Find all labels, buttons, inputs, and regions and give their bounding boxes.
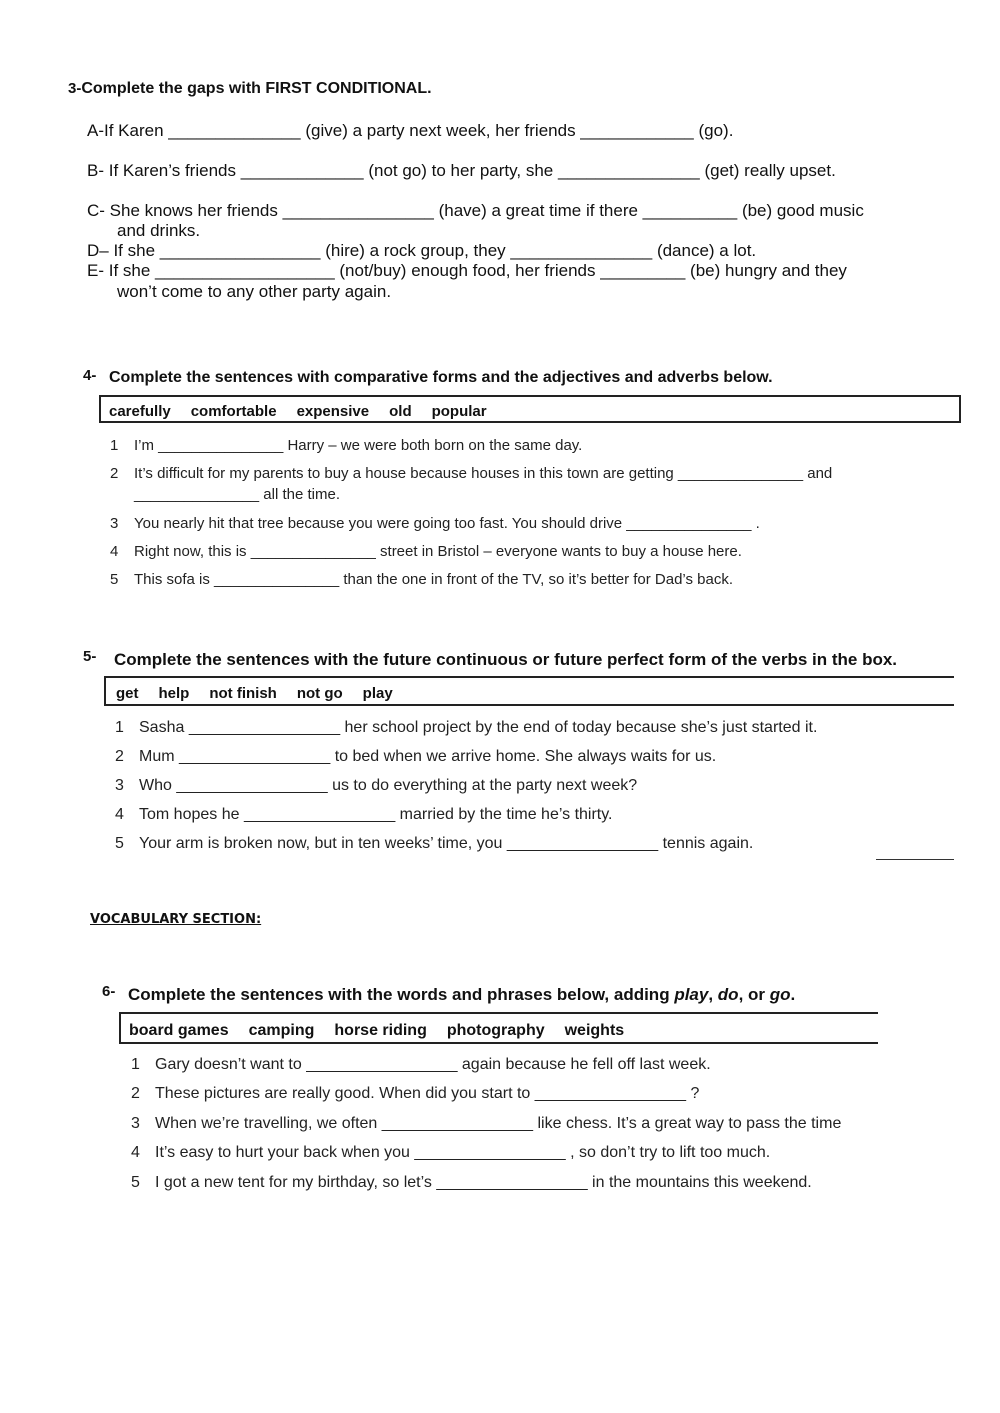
word: expensive bbox=[296, 403, 370, 420]
word-box-4 bbox=[99, 395, 961, 423]
section-number: 5- bbox=[83, 648, 97, 665]
word: weights bbox=[564, 1022, 625, 1039]
s4-item-4: 4 Right now, this is _______________ street in Bristol – everyone wants to buy a house here. bbox=[110, 543, 742, 560]
s3-line-b: B- If Karen’s friends _____________ (not go) to her party, she _______________ (get) really upset. bbox=[87, 161, 836, 180]
word: horse riding bbox=[334, 1022, 427, 1039]
word: not go bbox=[296, 685, 343, 702]
word: carefully bbox=[109, 403, 171, 420]
word: old bbox=[389, 403, 412, 420]
section-title: Complete the sentences with the future continuous or future perfect form of the verbs in the box. bbox=[114, 650, 898, 669]
vocabulary-heading: VOCABULARY SECTION: bbox=[90, 912, 262, 927]
section-title: Complete the sentences with comparative forms and the adjectives and adverbs below. bbox=[109, 369, 773, 386]
section-number: 3- bbox=[68, 80, 82, 97]
s6-item-4: 4 It’s easy to hurt your back when you _________________ , so don’t try to lift too much. bbox=[131, 1144, 771, 1161]
section-title: Complete the sentences with the words and phrases below, adding play, do, or go. bbox=[128, 985, 796, 1004]
s3-line-a: A-If Karen ______________ (give) a party next week, her friends ____________ (go). bbox=[87, 121, 734, 140]
word: comfortable bbox=[190, 403, 277, 420]
s5-item-5: 5 Your arm is broken now, but in ten weeks’ time, you _________________ tennis again. bbox=[115, 835, 754, 852]
section-title: Complete the gaps with FIRST CONDITIONAL. bbox=[81, 80, 432, 97]
s3-line-e: E- If she ___________________ (not/buy) enough food, her friends _________ (be) hungry and they bbox=[87, 261, 847, 280]
s6-item-1: 1 Gary doesn’t want to _________________ again because he fell off last week. bbox=[131, 1056, 711, 1073]
word: board games bbox=[129, 1022, 229, 1039]
s4-item-2: 2 It’s difficult for my parents to buy a house because houses in this town are getting _______________ and bbox=[110, 465, 833, 482]
s6-item-2: 2 These pictures are really good. When did you start to _________________ ? bbox=[131, 1085, 700, 1102]
section-6-heading bbox=[102, 983, 795, 1005]
word: camping bbox=[248, 1022, 315, 1039]
section-5-heading bbox=[83, 648, 897, 670]
s5-item-4: 4 Tom hopes he _________________ married by the time he’s thirty. bbox=[115, 806, 613, 823]
s6-item-3: 3 When we’re travelling, we often _________________ like chess. It’s a great way to pass the time bbox=[131, 1115, 842, 1132]
s5-item-3: 3 Who _________________ us to do everything at the party next week? bbox=[115, 777, 638, 794]
s6-item-5: 5 I got a new tent for my birthday, so let’s _________________ in the mountains this weekend. bbox=[131, 1174, 812, 1191]
section-number: 4- bbox=[83, 367, 97, 384]
section-number: 6- bbox=[102, 983, 116, 1000]
section-3-heading bbox=[68, 80, 432, 98]
s3-line-c: C- She knows her friends ________________ (have) a great time if there __________ (be) good music bbox=[87, 201, 864, 220]
word: not finish bbox=[209, 685, 277, 702]
s3-line-d: D– If she _________________ (hire) a rock group, they _______________ (dance) a lot. bbox=[87, 241, 757, 260]
word-box-5 bbox=[104, 676, 954, 706]
word: help bbox=[158, 685, 190, 702]
s5-item-2: 2 Mum _________________ to bed when we arrive home. She always waits for us. bbox=[115, 748, 717, 765]
s3-line-e-cont: won’t come to any other party again. bbox=[117, 282, 392, 301]
word: play bbox=[362, 685, 393, 702]
s4-item-1: 1 I’m _______________ Harry – we were both born on the same day. bbox=[110, 437, 583, 454]
s3-line-c-cont: and drinks. bbox=[117, 221, 201, 240]
s4-item-5: 5 This sofa is _______________ than the one in front of the TV, so it’s better for Dad’s back. bbox=[110, 571, 734, 588]
section-4-heading bbox=[83, 367, 773, 387]
word-box-6 bbox=[119, 1012, 878, 1044]
word: popular bbox=[431, 403, 487, 420]
word: photography bbox=[446, 1022, 545, 1039]
stray-line bbox=[876, 859, 954, 860]
s5-item-1: 1 Sasha _________________ her school project by the end of today because she’s just started it. bbox=[115, 719, 818, 736]
s4-item-3: 3 You nearly hit that tree because you were going too fast. You should drive _______________ . bbox=[110, 515, 760, 532]
s4-item-2-cont: _______________ all the time. bbox=[134, 486, 341, 503]
word: get bbox=[116, 685, 139, 702]
